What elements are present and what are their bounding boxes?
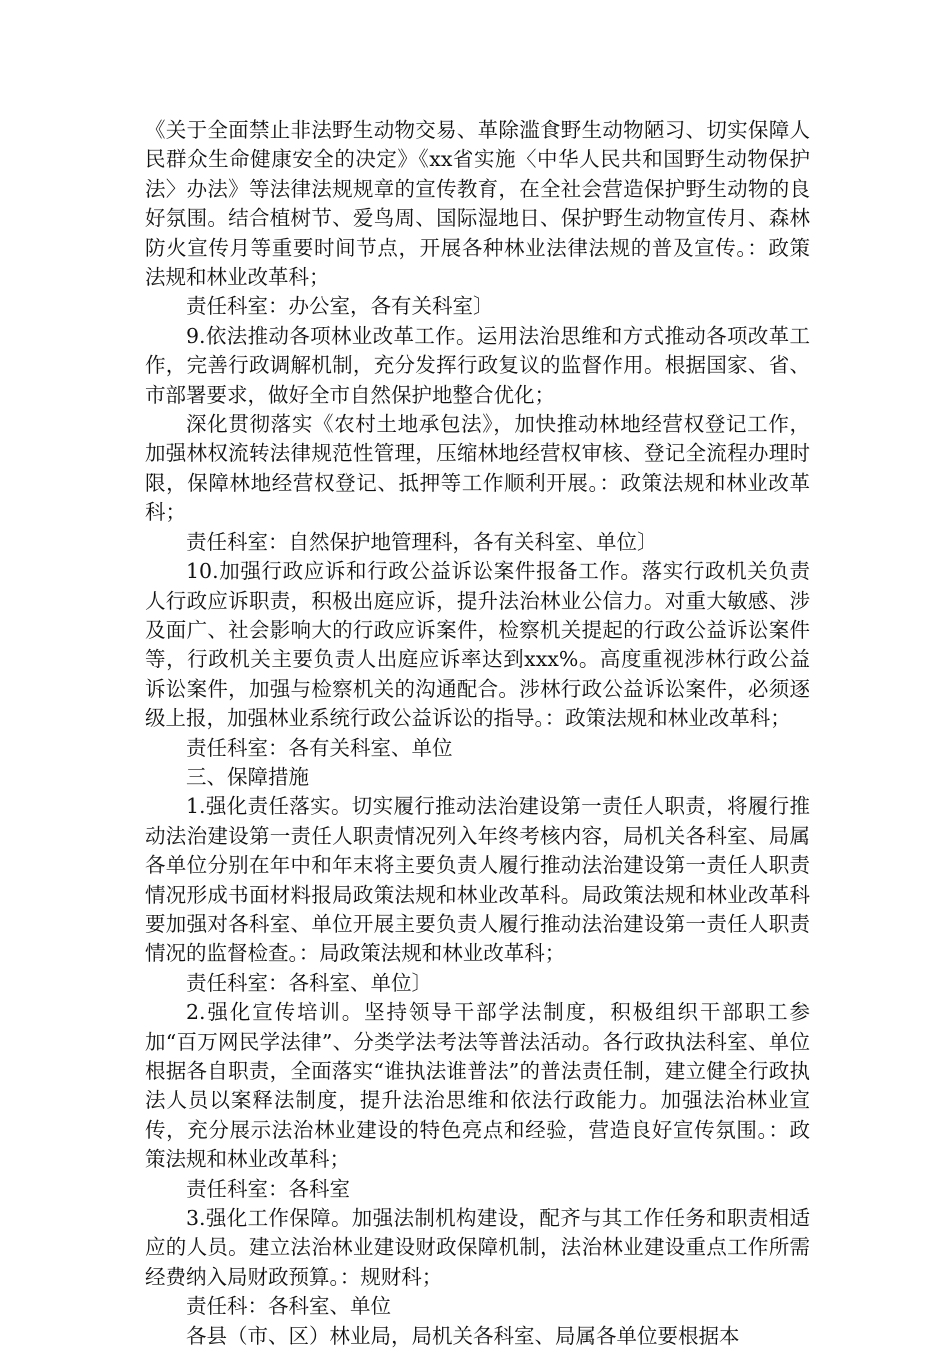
paragraph: 责任科室：办公室，各有关科室〕 — [186, 294, 494, 319]
document-body — [145, 116, 810, 1351]
paragraph: 10.加强行政应诉和行政公益诉讼案件报备工作。落实行政机关负责人行政应诉职责，积极出庭应诉，提升法治林业公信力。对重大敏感、涉及面广、社会影响大的行政应诉案件，检察机关提起的行政公益诉讼案件等，行政机关主要负责人出庭应诉率达到xxx%。高度重视涉林行政公益诉讼案件，加强与检察机关的沟通配合。涉林行政公益诉讼案件，必须逐级上报，加强林业系统行政公益诉讼的指导。：政策法规和林业改革科； — [145, 559, 810, 731]
section-heading: 三、保障措施 — [186, 764, 309, 789]
paragraph: 责任科室：自然保护地管理科，各有关科室、单位〕 — [186, 529, 658, 554]
paragraph: 《关于全面禁止非法野生动物交易、革除滥食野生动物陋习、切实保障人民群众生命健康安全的决定》《xx省实施〈中华人民共和国野生动物保护法〉办法》等法律法规规章的宣传教育，在全社会营造保护野生动物的良好氛围。结合植树节、爱鸟周、国际湿地日、保护野生动物宣传月、森林防火宣传月等重要时间节点，开展各种林业法律法规的普及宣传。：政策法规和林业改革科； — [145, 118, 810, 290]
paragraph: 责任科：各科室、单位 — [186, 1294, 391, 1319]
paragraph: 1.强化责任落实。切实履行推动法治建设第一责任人职责，将履行推动法治建设第一责任人职责情况列入年终考核内容，局机关各科室、局属各单位分别在年中和年末将主要负责人履行推动法治建设第一责任人职责情况形成书面材料报局政策法规和林业改革科。局政策法规和林业改革科要加强对各科室、单位开展主要负责人履行推动法治建设第一责任人职责情况的监督检查。：局政策法规和林业改革科； — [145, 794, 810, 966]
paragraph: 2.强化宣传培训。坚持领导干部学法制度，积极组织干部职工参加“百万网民学法律”、分类学法考法等普法活动。各行政执法科室、单位根据各自职责，全面落实“谁执法谁普法”的普法责任制，建立健全行政执法人员以案释法制度，提升法治思维和依法行政能力。加强法治林业宣传，充分展示法治林业建设的特色亮点和经验，营造良好宣传氛围。：政策法规和林业改革科； — [145, 1000, 810, 1172]
paragraph: 责任科室：各有关科室、单位 — [186, 735, 453, 760]
paragraph: 责任科室：各科室、单位〕 — [186, 970, 432, 995]
paragraph: 3.强化工作保障。加强法制机构建设，配齐与其工作任务和职责相适应的人员。建立法治林业建设财政保障机制，法治林业建设重点工作所需经费纳入局财政预算。：规财科； — [145, 1206, 810, 1289]
paragraph: 责任科室：各科室 — [186, 1176, 350, 1201]
paragraph: 深化贯彻落实《农村土地承包法》，加快推动林地经营权登记工作，加强林权流转法律规范性管理，压缩林地经营权审核、登记全流程办理时限，保障林地经营权登记、抵押等工作顺利开展。：政策法规和林业改革科； — [145, 412, 810, 525]
paragraph: 各县（市、区）林业局，局机关各科室、局属各单位要根据本 — [186, 1323, 740, 1348]
paragraph: 9.依法推动各项林业改革工作。运用法治思维和方式推动各项改革工作，完善行政调解机制，充分发挥行政复议的监督作用。根据国家、省、市部署要求，做好全市自然保护地整合优化； — [145, 323, 810, 407]
